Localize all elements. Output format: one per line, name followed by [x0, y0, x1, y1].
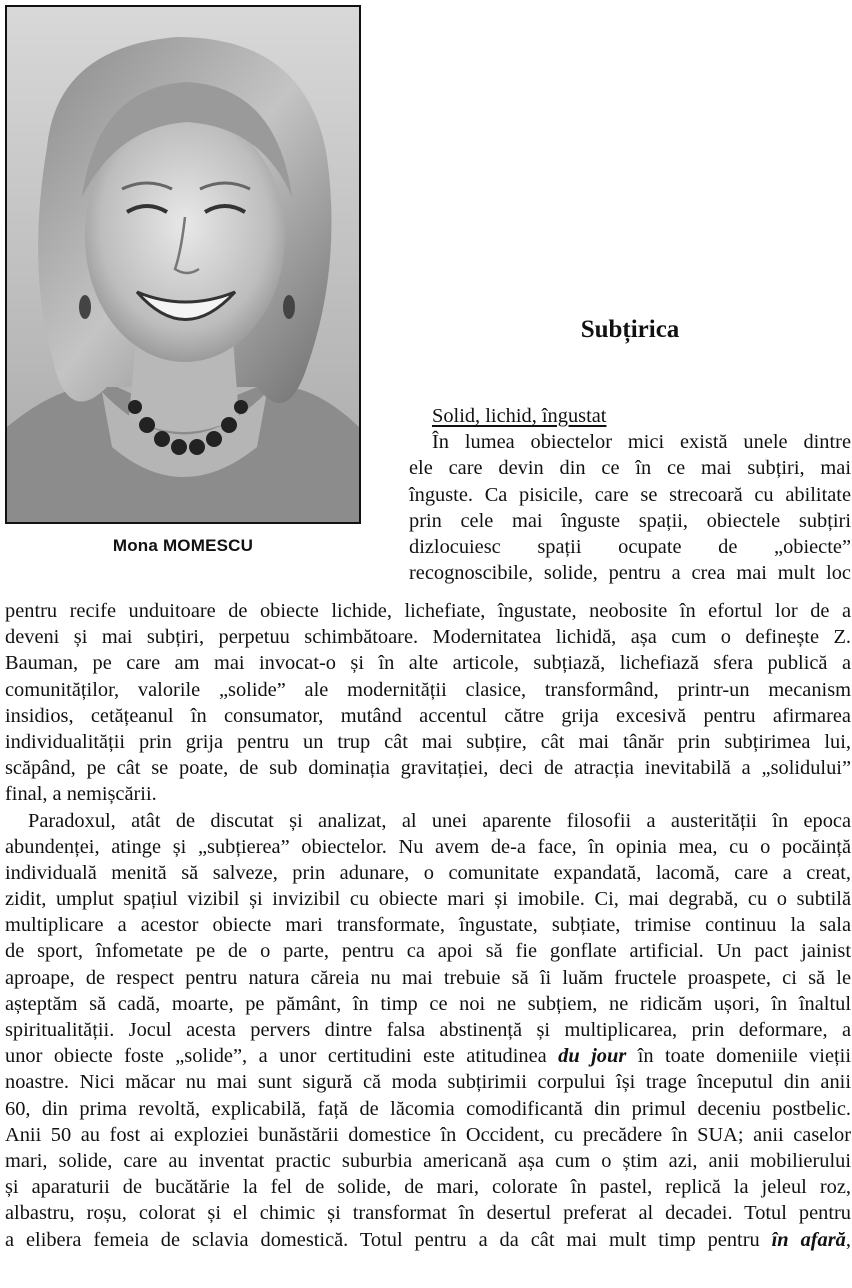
text-line: și aparaturii de bucătărie la fel de solide, de mari, colorate în pastel, replică la jeleul roz,: [5, 1176, 851, 1199]
article-body: [5, 598, 851, 1253]
italic-phrase: în afară: [771, 1228, 846, 1251]
text-line: În lumea obiectelor mici există unele dintre: [432, 431, 851, 454]
text-line: înguste. Ca pisicile, care se strecoară cu abilitate: [409, 483, 851, 506]
text-line: de sport, înfometate pe de o parte, pentru ca apoi să fie gonflate artificial. Un pact jainist: [5, 940, 851, 963]
section-subheading: Solid, lichid, îngustat: [432, 405, 607, 427]
photo-caption: Mona MOMESCU: [112, 536, 254, 555]
text-line: recognoscibile, solide, pentru a crea mai mult loc: [409, 562, 851, 585]
article-title: Subțirica: [580, 316, 680, 343]
text-line: Anii 50 au fost ai exploziei bunăstării domestice în Occident, cu precădere în SUA; anii caselor: [5, 1123, 851, 1146]
text-line: Paradoxul, atât de discutat și analizat, al unei aparente filosofii a austerității în epoca: [28, 809, 851, 832]
text-line: dizlocuiesc spații ocupate de „obiecte”: [409, 535, 851, 558]
text-line: noastre. Nici măcar nu mai sunt sigură că moda subțirimii corpului își trage începutul din anii: [5, 1071, 851, 1094]
text-line: pentru recife unduitoare de obiecte lichide, lichefiate, îngustate, neobosite în efortul lor de a: [5, 600, 851, 622]
text-line: zidit, umplut spațiul vizibil și invizibil cu obiecte mari și imobile. Ci, mai degrabă, cu o subtilă: [5, 888, 851, 911]
author-photo: [5, 5, 361, 524]
italic-phrase: du jour: [558, 1045, 627, 1068]
text-line: prin cele mai înguste spații, obiectele subțiri: [409, 509, 851, 532]
text-line: comunităților, valorile „solide” ale modernității clasice, transformând, printr-un mecanism: [5, 678, 851, 701]
text-line: scăpând, pe cât se poate, de sub dominația gravitației, deci de atracția inevitabilă a „solidului”: [5, 757, 851, 780]
text-line-with-italic: a elibera femeia de sclavia domestică. Totul pentru a da cât mai mult timp pentru în afară,: [5, 1228, 851, 1251]
text-line: aproape, de respect pentru natura căreia nu mai trebuie să îi luăm fructele proaspete, ci să le: [5, 966, 851, 989]
intro-column: [409, 403, 851, 586]
text-line: așteptăm să cadă, moarte, pe pământ, în timp ce noi ne subțiem, ne ridicăm ușori, în înaltul: [5, 992, 851, 1015]
text-line: mari, solide, care au inventat practic suburbia americană așa cum o știm azi, anii mobilierului: [5, 1149, 851, 1172]
text-line-with-italic: unor obiecte foste „solide”, a unor certitudini este atitudinea du jour în toate domeniile vieții: [5, 1045, 851, 1068]
text-line: spiritualității. Jocul acesta pervers dintre falsa abstinență și multiplicarea, prin deformare, a: [5, 1019, 851, 1041]
text-line: Bauman, pe care am mai invocat-o și în alte articole, subțiază, lichefiază sfera publică a: [5, 652, 851, 675]
text-line: 60, din prima revoltă, explicabilă, față de lăcomia comodificantă din primul deceniu postbelic.: [5, 1097, 851, 1120]
portrait-photo-icon: [7, 7, 359, 522]
text-line: ele care devin din ce în ce mai subțiri, mai: [409, 457, 851, 480]
text-line: individualității prin grija pentru un trup cât mai subțire, cât mai tânăr prin subțirimea lui,: [5, 730, 851, 753]
text-line: deveni și mai subțiri, perpetuu schimbătoare. Modernitatea lichidă, așa cum o definește Z.: [5, 626, 851, 649]
text-line: insidios, cetățeanul în consumator, mutând accentul către grija excesivă pentru afirmarea: [5, 704, 851, 727]
text-line: multiplicare a acestor obiecte mari transformate, îngustate, subțiate, trimise continuu la sala: [5, 914, 851, 937]
text-line: albastru, roșu, colorat și el chimic și transformat în desertul preferat al decadei. Totul pentru: [5, 1202, 851, 1225]
text-line: final, a nemișcării.: [5, 783, 157, 806]
text-line: individuală menită să salveze, prin adunare, o comunitate expandată, lacomă, care a creat,: [5, 861, 851, 884]
text-line: abundenței, atinge și „subțierea” obiectelor. Nu avem de-a face, în opinia mea, cu o pocăință: [5, 835, 851, 858]
